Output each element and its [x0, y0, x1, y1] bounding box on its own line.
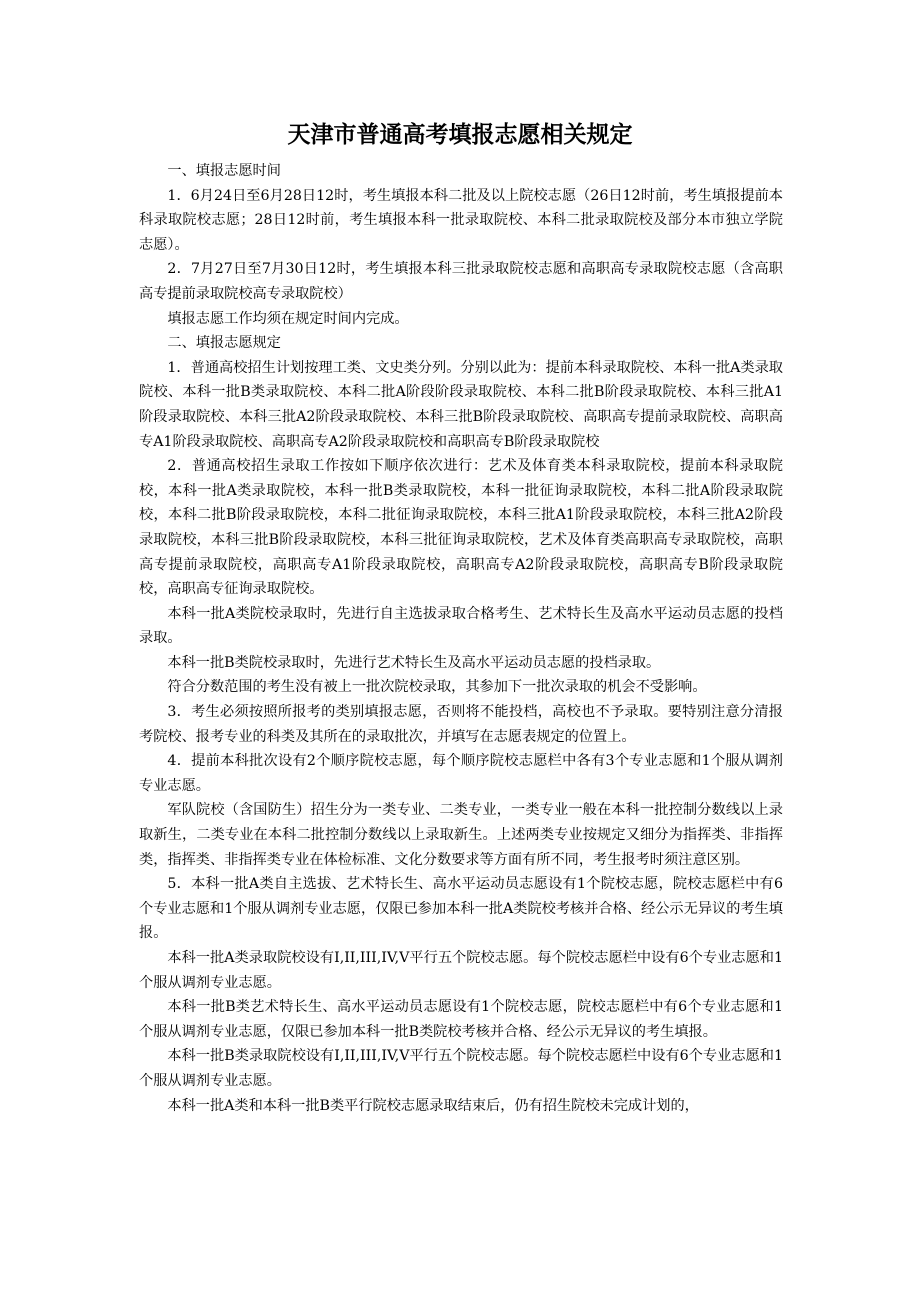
section-heading-time: 一、填报志愿时间 — [167, 163, 281, 179]
paragraph: 本科一批A类和本科一批B类平行院校志愿录取结束后，仍有招生院校未完成计划的， — [167, 1097, 699, 1114]
paragraph: 5．本科一批A类自主选拔、艺术特长生、高水平运动员志愿设有1个院校志愿，院校志愿栏中有6个专业志愿和1个服从调剂专业志愿，仅限已参加本科一批A类院校考核并合格、经公示无异议的考生填报。 — [139, 876, 783, 942]
paragraph: 军队院校（含国防生）招生分为一类专业、二类专业，一类专业一般在本科一批控制分数线以上录取新生，二类专业在本科二批控制分数线以上录取新生。上述两类专业按规定又细分为指挥类、非指挥类，指挥类、非指挥类专业在体检标准、文化分数要求等方面有所不同，考生报考时须注意区别。 — [139, 802, 783, 868]
document-body — [139, 159, 783, 1118]
paragraph: 本科一批B类录取院校设有I,II,III,IV,V平行五个院校志愿。每个院校志愿栏中设有6个专业志愿和1个服从调剂专业志愿。 — [139, 1048, 783, 1089]
paragraph: 1．普通高校招生计划按理工类、文史类分列。分别以此为：提前本科录取院校、本科一批A类录取院校、本科一批B类录取院校、本科二批A阶段阶段录取院校、本科二批B阶段录取院校、本科三批A1阶段录取院校、本科三批A2阶段录取院校、本科三批B阶段录取院校、高职高专提前录取院校、高职高专A1阶段录取院校、高职高专A2阶段录取院校和高职高专B阶段录取院校 — [139, 359, 783, 450]
paragraph: 1．6月24日至6月28日12时，考生填报本科二批及以上院校志愿（26日12时前，考生填报提前本科录取院校志愿；28日12时前，考生填报本科一批录取院校、本科二批录取院校及部分本市独立学院志愿）。 — [139, 187, 783, 253]
paragraph: 符合分数范围的考生没有被上一批次院校录取，其参加下一批次录取的机会不受影响。 — [167, 679, 707, 696]
paragraph: 4．提前本科批次设有2个顺序院校志愿，每个顺序院校志愿栏中各有3个专业志愿和1个服从调剂专业志愿。 — [139, 753, 783, 794]
paragraph: 3．考生必须按照所报考的类别填报志愿，否则将不能投档，高校也不予录取。要特别注意分清报考院校、报考专业的科类及其所在的录取批次，并填写在志愿表规定的位置上。 — [139, 704, 783, 745]
paragraph: 本科一批A类院校录取时，先进行自主选拔录取合格考生、艺术特长生及高水平运动员志愿的投档录取。 — [139, 605, 783, 647]
paragraph: 本科一批A类录取院校设有I,II,III,IV,V平行五个院校志愿。每个院校志愿栏中设有6个专业志愿和1个服从调剂专业志愿。 — [139, 950, 783, 991]
paragraph: 本科一批B类艺术特长生、高水平运动员志愿设有1个院校志愿，院校志愿栏中有6个专业志愿和1个服从调剂专业志愿，仅限已参加本科一批B类院校考核并合格、经公示无异议的考生填报。 — [139, 999, 783, 1040]
paragraph: 2．7月27日至7月30日12时，考生填报本科三批录取院校志愿和高职高专录取院校志愿（含高职高专提前录取院校高专录取院校） — [139, 261, 783, 302]
paragraph: 填报志愿工作均须在规定时间内完成。 — [167, 310, 409, 327]
paragraph: 本科一批B类院校录取时，先进行艺术特长生及高水平运动员志愿的投档录取。 — [167, 654, 661, 671]
document-title: 天津市普通高考填报志愿相关规定 — [287, 121, 633, 148]
section-heading-rules: 二、填报志愿规定 — [167, 335, 281, 352]
paragraph: 2．普通高校招生录取工作按如下顺序依次进行：艺术及体育类本科录取院校，提前本科录取院校，本科一批A类录取院校，本科一批B类录取院校，本科一批征询录取院校，本科二批A阶段录取院校，本科二批B阶段录取院校，本科二批征询录取院校，本科三批A1阶段录取院校，本科三批A2阶段录取院校，本科三批B阶段录取院校，本科三批征询录取院校，艺术及体育类高职高专录取院校，高职高专提前录取院校，高职高专A1阶段录取院校，高职高专A2阶段录取院校，高职高专B阶段录取院校，高职高专征询录取院校。 — [139, 458, 783, 598]
